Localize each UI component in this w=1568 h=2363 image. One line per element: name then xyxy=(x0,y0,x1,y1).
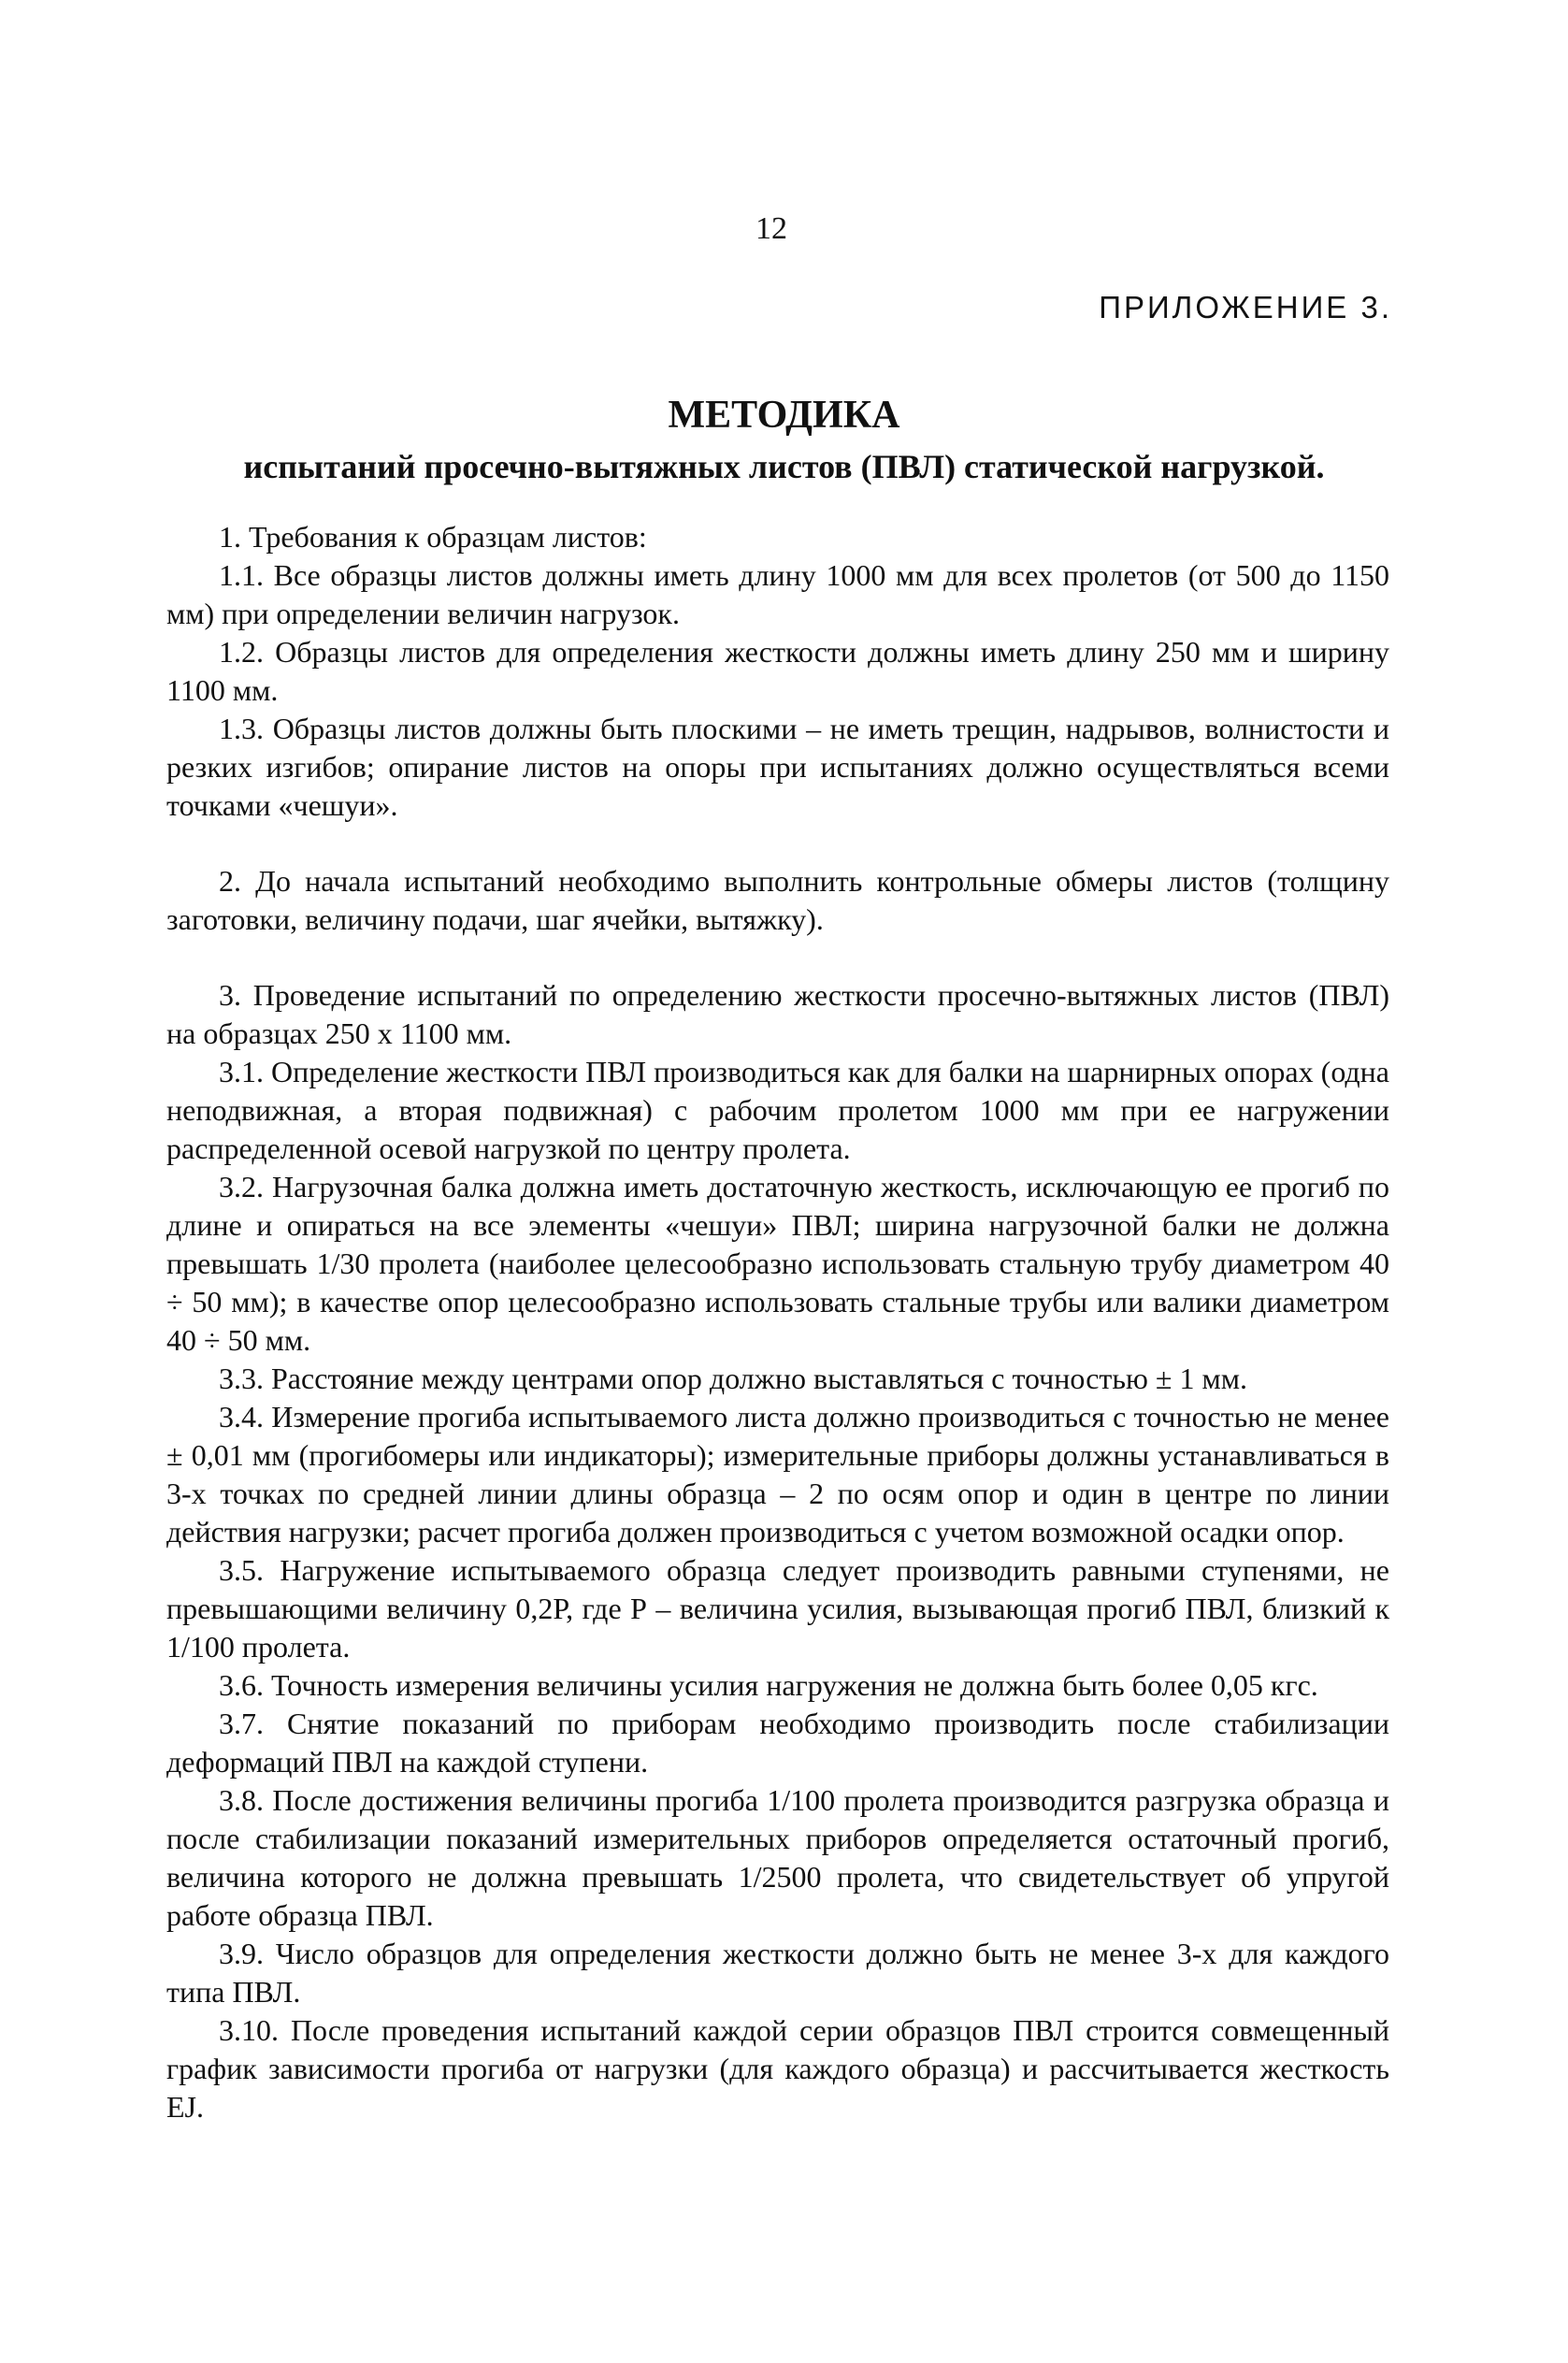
document-subtitle: испытаний просечно-вытяжных листов (ПВЛ) статической нагрузкой. xyxy=(243,448,1325,485)
paragraph-1-2: 1.2. Образцы листов для определения жесткости должны иметь длину 250 мм и ширину 1100 мм. xyxy=(166,635,1389,707)
paragraph-1-3: 1.3. Образцы листов должны быть плоскими – не иметь трещин, надрывов, волнистости и резких изгибов; опирание листов на опоры при испытаниях должно осуществляться всеми точками «чешуи». xyxy=(166,712,1389,822)
paragraph-3-10: 3.10. После проведения испытаний каждой серии образцов ПВЛ строится совмещенный график зависимости прогиба от нагрузки (для каждого образца) и рассчитывается жесткость EJ. xyxy=(166,2013,1389,2124)
paragraph-3-1: 3.1. Определение жесткости ПВЛ производиться как для балки на шарнирных опорах (одна неподвижная, а вторая подвижная) с рабочим пролетом 1000 мм при ее нагружении распределенной осевой нагрузкой по центру пролета. xyxy=(166,1055,1389,1165)
paragraph-3: 3. Проведение испытаний по определению жесткости просечно-вытяжных листов (ПВЛ) на образцах 250 х 1100 мм. xyxy=(166,978,1389,1050)
paragraph-1: 1. Требования к образцам листов: xyxy=(219,520,647,554)
page-number: 12 xyxy=(755,211,787,246)
appendix-label: ПРИЛОЖЕНИЕ 3. xyxy=(1099,290,1392,324)
document-title: МЕТОДИКА xyxy=(668,394,900,437)
paragraph-3-6: 3.6. Точность измерения величины усилия нагружения не должна быть более 0,05 кгс. xyxy=(219,1668,1318,1702)
paragraph-3-3: 3.3. Расстояние между центрами опор должно выставляться с точностью ± 1 мм. xyxy=(219,1362,1247,1395)
paragraph-1-1: 1.1. Все образцы листов должны иметь длину 1000 мм для всех пролетов (от 500 до 1150 мм) при определении величин нагрузок. xyxy=(166,558,1389,630)
paragraph-3-8: 3.8. После достижения величины прогиба 1/100 пролета производится разгрузка образца и после стабилизации показаний измерительных приборов определяется остаточный прогиб, величина которого не должна превышать 1/2500 пролета, что свидетельствует об упругой работе образца ПВЛ. xyxy=(166,1783,1389,1932)
paragraph-3-9: 3.9. Число образцов для определения жесткости должно быть не менее 3-х для каждого типа ПВЛ. xyxy=(166,1937,1389,2009)
document-body xyxy=(166,518,1389,2126)
paragraph-2: 2. До начала испытаний необходимо выполнить контрольные обмеры листов (толщину заготовки, величину подачи, шаг ячейки, вытяжку). xyxy=(166,864,1389,936)
paragraph-3-7: 3.7. Снятие показаний по приборам необходимо производить после стабилизации деформаций ПВЛ на каждой ступени. xyxy=(166,1707,1389,1779)
paragraph-3-2: 3.2. Нагрузочная балка должна иметь достаточную жесткость, исключающую ее прогиб по длине и опираться на все элементы «чешуи» ПВЛ; ширина нагрузочной балки не должна превышать 1/30 пролета (наиболее целесообразно использовать стальную трубу диаметром 40 ÷ 50 мм); в качестве опор целесообразно использовать стальные трубы или валики диаметром 40 ÷ 50 мм. xyxy=(166,1170,1389,1357)
paragraph-3-4: 3.4. Измерение прогиба испытываемого листа должно производиться с точностью не менее ± 0,01 мм (прогибомеры или индикаторы); измерительные приборы должны устанавливаться в 3-х точках по средней линии длины образца – 2 по осям опор и один в центре по линии действия нагрузки; расчет прогиба должен производиться с учетом возможной осадки опор. xyxy=(166,1400,1389,1549)
paragraph-3-5: 3.5. Нагружение испытываемого образца следует производить равными ступенями, не превышающими величину 0,2Р, где Р – величина усилия, вызывающая прогиб ПВЛ, близкий к 1/100 пролета. xyxy=(166,1553,1389,1664)
